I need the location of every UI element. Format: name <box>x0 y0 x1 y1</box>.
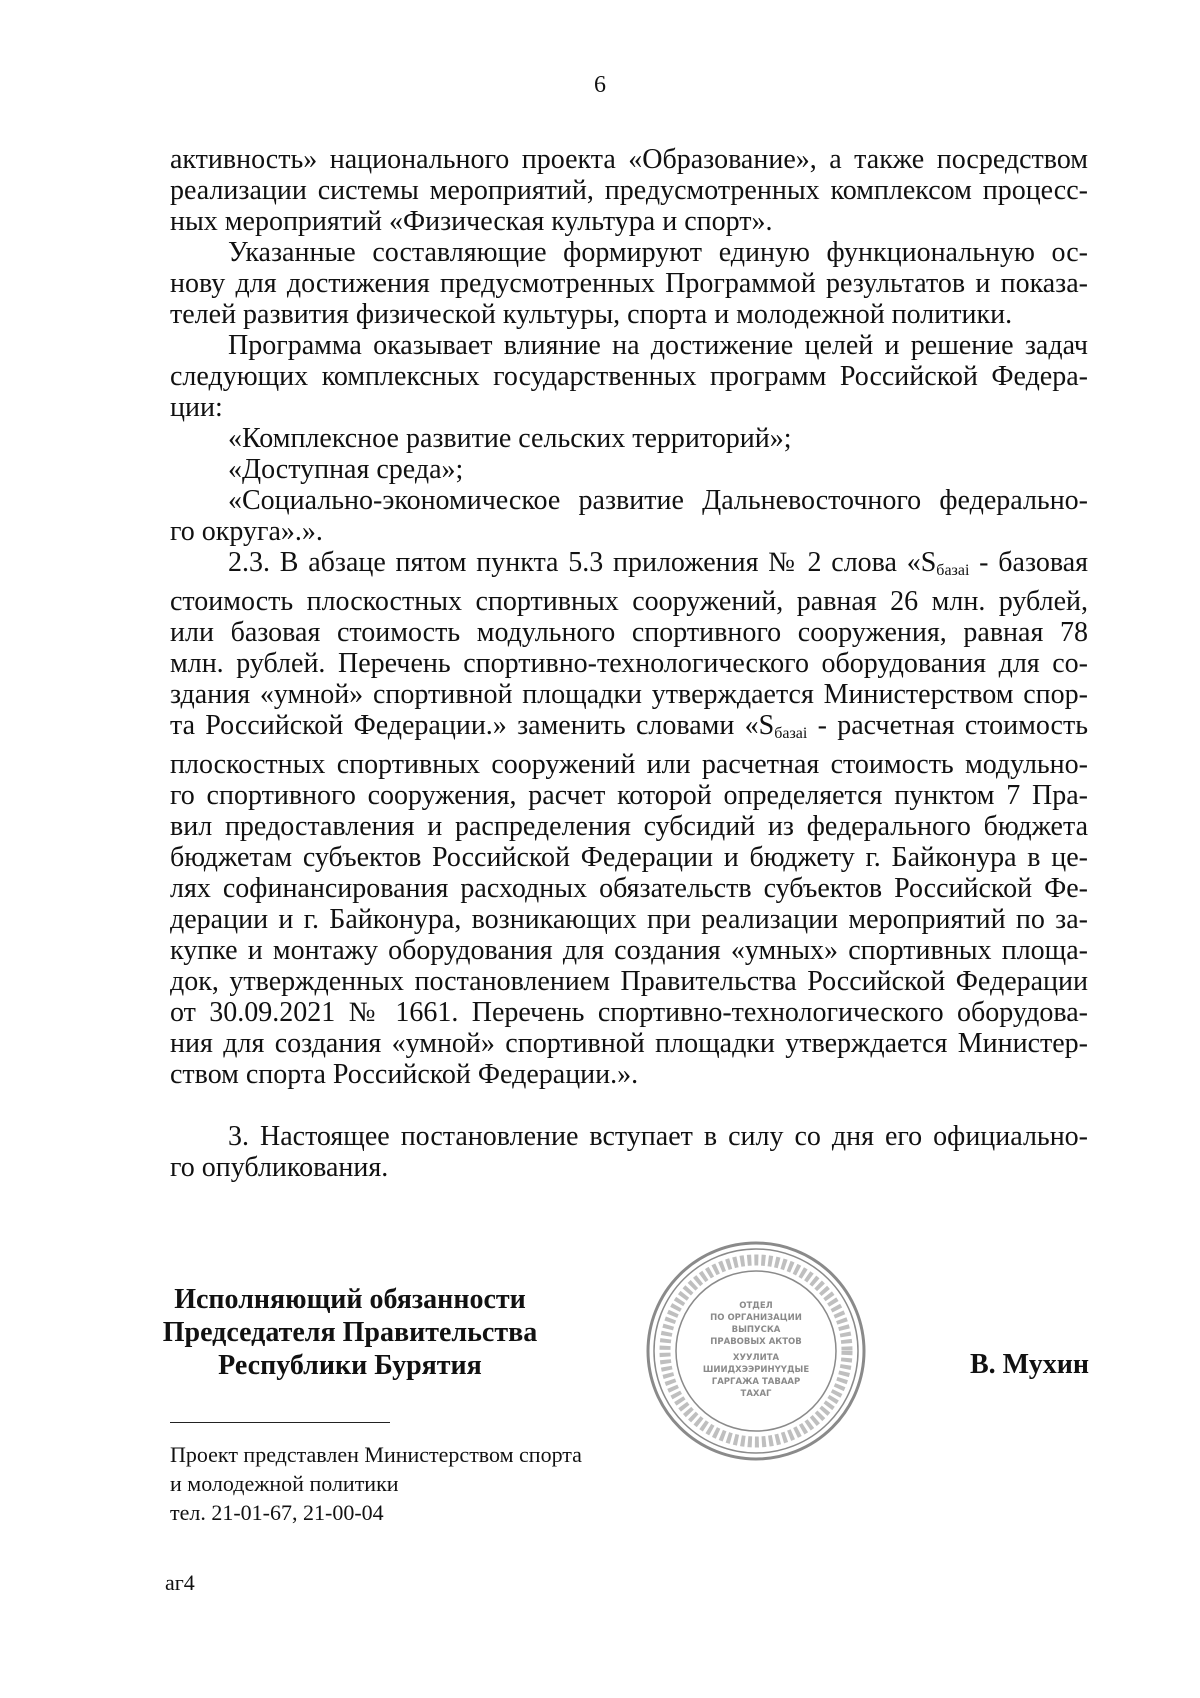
seal-text: ПО ОРГАНИЗАЦИИ <box>710 1313 802 1323</box>
text-line: реализации системы мероприятий, предусмотренных комплексом процесс- <box>170 175 1088 206</box>
text-line: стоимость плоскостных спортивных сооружений, равная 26 млн. рублей, <box>170 586 1088 617</box>
text-line: ции: <box>170 392 223 423</box>
page-number: 6 <box>594 72 606 98</box>
text-fragment: - расчетная стоимость <box>807 710 1088 741</box>
text-line: Указанные составляющие формируют единую функциональную ос- <box>228 237 1088 268</box>
signer-title-line: Республики Бурятия <box>218 1350 482 1381</box>
text-line: го спортивного сооружения, расчет которой определяется пунктом 7 Пра- <box>170 780 1088 811</box>
text-line: плоскостных спортивных сооружений или расчетная стоимость модульно- <box>170 749 1088 780</box>
seal-text: ОТДЕЛ <box>739 1301 773 1311</box>
program-list <box>170 423 1088 547</box>
text-line: млн. рублей. Перечень спортивно-технологического оборудования для со- <box>170 648 1088 679</box>
text-fragment: та Российской Федерации.» заменить словами «S <box>170 710 775 741</box>
paragraph-1 <box>170 144 1088 237</box>
text-line: купке и монтажу оборудования для создания «умных» спортивных площа- <box>170 935 1088 966</box>
subscript: базаi <box>936 562 970 579</box>
text-fragment: 2.3. В абзаце пятом пункта 5.3 приложения № 2 слова «S <box>228 547 937 578</box>
signer-title-line: Председателя Правительства <box>162 1317 538 1348</box>
text-line: лях софинансирования расходных обязательств субъектов Российской Фе- <box>170 873 1088 904</box>
text-line: Программа оказывает влияние на достижение целей и решение задач <box>228 330 1088 361</box>
section-2-3 <box>170 547 1088 1090</box>
text-line: ством спорта Российской Федерации.». <box>170 1059 639 1090</box>
seal-text: ГАРГАЖА ТАВААР <box>711 1377 801 1387</box>
document-code: аг4 <box>165 1570 195 1595</box>
text-line: вил предоставления и распределения субсидий из федерального бюджета <box>170 811 1088 842</box>
text-line: здания «умной» спортивной площадки утверждается Министерством спор- <box>170 679 1088 710</box>
subscript: базаi <box>774 725 808 742</box>
footnote-line: Проект представлен Министерством спорта <box>170 1442 582 1467</box>
text-line: или базовая стоимость модульного спортивного сооружения, равная 78 <box>170 617 1088 648</box>
text-line: нову для достижения предусмотренных Программой результатов и показа- <box>170 268 1088 299</box>
text-line: ния для создания «умной» спортивной площадки утверждается Министер- <box>170 1028 1088 1059</box>
signer-name: В. Мухин <box>970 1349 1089 1380</box>
paragraph-2 <box>170 237 1088 330</box>
text-line: го опубликования. <box>170 1152 389 1183</box>
paragraph-3 <box>170 330 1088 423</box>
footnote-line: тел. 21-01-67, 21-00-04 <box>170 1500 384 1525</box>
text-line: от 30.09.2021 № 1661. Перечень спортивно-технологического оборудова- <box>170 997 1088 1028</box>
seal-text: ТАХАГ <box>740 1389 772 1399</box>
text-line: следующих комплексных государственных программ Российской Федера- <box>170 361 1088 392</box>
list-item: «Комплексное развитие сельских территорий»; <box>228 423 792 454</box>
footnote-line: и молодежной политики <box>170 1471 399 1496</box>
text-line <box>170 710 1088 749</box>
list-item: го округа».». <box>170 516 323 547</box>
text-line: бюджетам субъектов Российской Федерации и бюджету г. Байконура в це- <box>170 842 1088 873</box>
official-seal <box>645 1240 867 1462</box>
text-line <box>170 547 1088 586</box>
footnote <box>170 1440 582 1527</box>
footnote-divider <box>170 1422 390 1423</box>
signer-title-line: Исполняющий обязанности <box>174 1284 526 1315</box>
text-line: телей развития физической культуры, спорта и молодежной политики. <box>170 299 1013 330</box>
text-line: док, утвержденных постановлением Правительства Российской Федерации <box>170 966 1088 997</box>
text-fragment: - базовая <box>969 547 1088 578</box>
seal-text: ПРАВОВЫХ АКТОВ <box>710 1337 802 1347</box>
list-item: «Социально-экономическое развитие Дальневосточного федерально- <box>228 485 1088 516</box>
list-item: «Доступная среда»; <box>228 454 464 485</box>
document-body <box>170 144 1088 1183</box>
seal-text: ХУУЛИТА <box>732 1353 780 1363</box>
seal-text: ВЫПУСКА <box>731 1325 781 1335</box>
signer-title <box>150 1283 550 1382</box>
seal-text: ШИИДХЭЭРИНҮҮДЫЕ <box>702 1365 810 1375</box>
text-line: активность» национального проекта «Образование», а также посредством <box>170 144 1088 175</box>
section-3 <box>170 1121 1088 1183</box>
text-line: дерации и г. Байконура, возникающих при реализации мероприятий по за- <box>170 904 1088 935</box>
text-line: 3. Настоящее постановление вступает в силу со дня его официально- <box>228 1121 1088 1152</box>
text-line: ных мероприятий «Физическая культура и спорт». <box>170 206 773 237</box>
